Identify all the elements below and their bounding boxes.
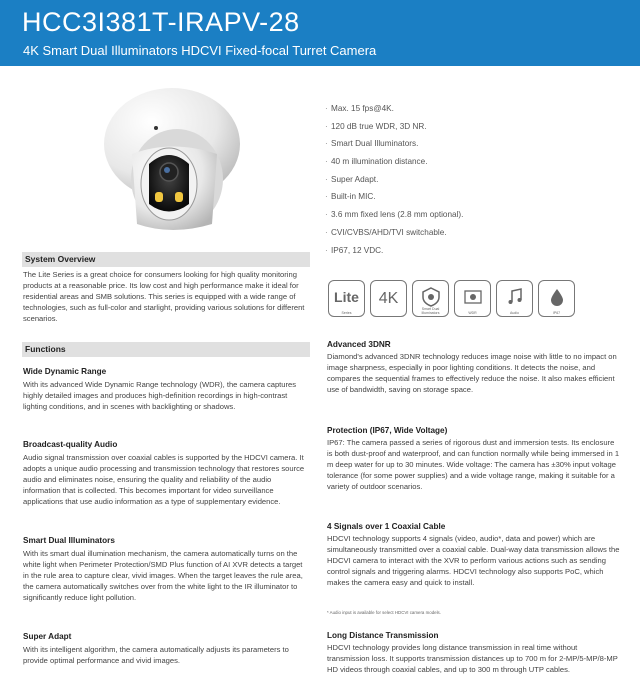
camera-image (92, 84, 252, 234)
lite-label: Lite (334, 288, 359, 305)
shield-icon (420, 286, 442, 308)
sdi-text: With its smart dual illumination mechanism, the camera automatically turns on the white light when Perimeter Protection/SMD Plus function of AI XVR detects a target in the rule area to capture clear, vivid images. When the target leaves the rule area, the camera automatically switches over from the white light to the IR illuminator to significantly reduce light pollution. (23, 549, 303, 602)
sun-icon (462, 286, 484, 308)
feature-icons (328, 280, 618, 318)
long-distance-heading: Long Distance Transmission (327, 631, 439, 640)
audio-heading: Broadcast-quality Audio (23, 440, 118, 449)
protection-text: IP67: The camera passed a series of rigorous dust and immersion tests. Its enclosure is both dust-proof and waterproof, and can function normally while being immersed in 1 m deep water for up to 30 minutes. Wide voltage: The camera has ±30% input voltage tolerance (for some power supplies) and a wide voltage range, making it suitable for a variety of outdoor scenarios. (327, 438, 620, 491)
model-title: HCC3I381T-IRAPV-28 (22, 7, 300, 37)
wdr-text: With its advanced Wide Dynamic Range technology (WDR), the camera captures highly detailed images and produces high-definition recordings in high-contrast lighting conditions, and in scenes with backlighting or shadows. (23, 380, 297, 411)
product-subtitle: 4K Smart Dual Illuminators HDCVI Fixed-focal Turret Camera (23, 43, 377, 58)
wdr-icon (454, 280, 491, 317)
wdr-caption: WDR (468, 311, 477, 315)
feature-item: · CVI/CVBS/AHD/TVI switchable. (327, 224, 627, 242)
header-bar (0, 0, 640, 66)
system-overview-heading: System Overview (22, 252, 310, 267)
3dnr-text: Diamond's advanced 3DNR technology reduces image noise with little to no impact on image sharpness, especially in poor lighting conditions. It detects the noise, and compares the sequential frames to effectively reduce the noise. It also makes efficient use of bandwidth, saving on storage space. (327, 352, 617, 394)
feature-item: · IP67, 12 VDC. (327, 242, 627, 260)
long-distance-text: HDCVI technology provides long distance transmission in real time without transmission loss. It supports transmission distances up to 700 m for 2-MP/5-MP/8-MP HD videos through coaxial cables, and up to 300 m through UTP cables. (327, 643, 618, 674)
ip67-icon (538, 280, 575, 317)
sdi-heading: Smart Dual Illuminators (23, 536, 115, 545)
audio-footnote: * Audio input is available for select HDCVI camera models. (327, 610, 441, 615)
4k-label: 4K (378, 289, 399, 307)
feature-item: · 120 dB true WDR, 3D NR. (327, 118, 627, 136)
audio-text: Audio signal transmission over coaxial cables is supported by the HDCVI camera. It adopts a unique audio processing and transmission technology that restores source audio and eliminates noise, ensuring the quality and reliability of the audio information that is collected. This becomes important for video surveillance applications that use audio information as a type of supplementary evidence. (23, 453, 305, 506)
sdi-caption: Smart Dual Illuminators (421, 307, 440, 315)
audio-caption: Audio (510, 311, 519, 315)
feature-item: · Super Adapt. (327, 171, 627, 189)
lite-series-icon (328, 280, 365, 317)
audio-icon (496, 280, 533, 317)
protection-heading: Protection (IP67, Wide Voltage) (327, 426, 448, 435)
system-overview-text: The Lite Series is a great choice for consumers looking for high quality monitoring products at a reasonable price. Its low cost and high performance make it ideal for residential areas and SMB solutions. This series is equipped with a wide range of technologies, such as full-color and starlight, providing various solutions for different scenarios. (23, 270, 305, 323)
feature-item: · Max. 15 fps@4K. (327, 100, 627, 118)
lite-caption: Series (341, 311, 352, 315)
super-adapt-text: With its intelligent algorithm, the camera automatically adjusts its parameters to provide optimal performance and vivid images. (23, 645, 289, 665)
super-adapt-heading: Super Adapt (23, 632, 72, 641)
wdr-heading: Wide Dynamic Range (23, 367, 107, 376)
music-note-icon (504, 286, 526, 308)
water-drop-icon (546, 286, 568, 308)
4-signals-heading: 4 Signals over 1 Coaxial Cable (327, 522, 446, 531)
4k-icon (370, 280, 407, 317)
functions-heading: Functions (22, 342, 310, 357)
feature-item: · 3.6 mm fixed lens (2.8 mm optional). (327, 206, 627, 224)
smart-dual-illuminators-icon (412, 280, 449, 317)
3dnr-heading: Advanced 3DNR (327, 340, 391, 349)
feature-list (327, 100, 627, 259)
4-signals-text: HDCVI technology supports 4 signals (video, audio*, data and power) which are simultaneously transmitted over a coaxial cable. Dual-way data transmission allows the HDCVI camera to interact with the XVR to perform various actions such as sending control signals and triggering alarms. HDCVI technology also supports PoC, which makes the camera easy and quick to install. (327, 534, 620, 587)
ip67-caption: IP67 (552, 311, 561, 315)
feature-item: · 40 m illumination distance. (327, 153, 627, 171)
feature-item: · Built-in MIC. (327, 188, 627, 206)
feature-item: · Smart Dual Illuminators. (327, 135, 627, 153)
